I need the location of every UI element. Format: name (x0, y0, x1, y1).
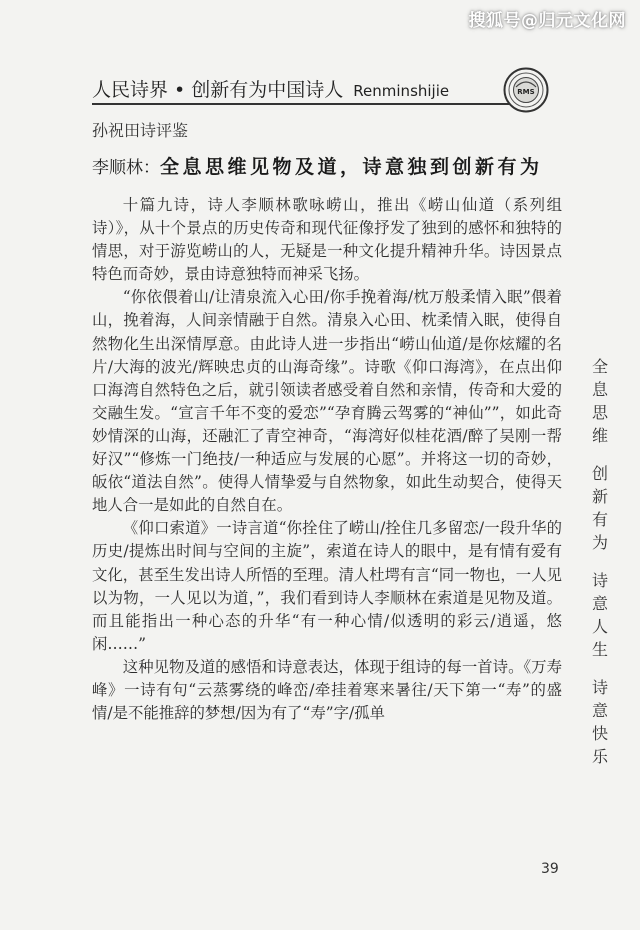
page-number: 39 (541, 861, 559, 877)
magazine-logo-icon (503, 67, 549, 113)
side-char: 乐 (591, 747, 608, 766)
side-char: 新 (591, 487, 608, 506)
side-char: 全 (591, 357, 608, 376)
header-divider (92, 103, 512, 105)
side-char: 息 (591, 380, 608, 399)
paragraph: 《仰口索道》一诗言道“你拴住了崂山/拴住几多留恋/一段升华的历史/提炼出时间与空间的主旋”，索道在诗人的眼中，是有情有爱有文化，甚至生发出诗人所悟的至理。清人杜堮有言“同一物也，一人见以为物，一人见以为道，”，我们看到诗人李顺林在索道是见物及道。而且能指出一种心态的升华“有一种心情/似透明的彩云/逍遥，悠闲……” (92, 519, 562, 653)
side-phrase (592, 569, 608, 661)
side-char: 思 (591, 403, 608, 422)
running-header (92, 75, 535, 102)
paragraph: 十篇九诗，诗人李顺林歌咏崂山，推出《崂山仙道（系列组诗）》，从十个景点的历史传奇和现代征像抒发了独到的感怀和独特的情思，对于游览崂山的人，无疑是一种文化提升精神升华。诗因景点特色而奇妙，景由诗意独特而神采飞扬。 (92, 196, 562, 284)
article-author: 李顺林： (92, 158, 160, 178)
column-subtitle: 孙祝田诗评鉴 (92, 121, 189, 140)
side-char: 诗 (591, 678, 608, 697)
article-title (92, 152, 543, 179)
side-phrase (592, 462, 608, 554)
side-char: 快 (591, 724, 608, 743)
side-char: 有 (591, 510, 608, 529)
article-body (92, 194, 562, 725)
watermark: 搜狐号@归元文化网 (468, 11, 626, 31)
side-char: 创 (591, 464, 608, 483)
side-char: 人 (591, 617, 608, 636)
side-char: 诗 (591, 571, 608, 590)
side-char: 生 (591, 640, 608, 659)
paragraph: “你依偎着山/让清泉流入心田/你手挽着海/枕万般柔情入眠”偎着山，挽着海，人间亲情融于自然。清泉入心田、枕柔情入眠，使得自然物化生出深情厚意。由此诗人进一步指出“崂山仙道/是你炫耀的名片/大海的波光/辉映忠贞的山海奇缘”。诗歌《仰口海湾》，在点出仰口海湾自然特色之后，就引领读者感受着自然和亲情，传奇和大爱的交融生发。“宣言千年不变的爱恋”“孕育腾云驾雾的“神仙””，如此奇妙情深的山海，还融汇了青空神奇，“海湾好似桂花酒/醉了吴刚一帮好汉”“修炼一门绝技/一种适应与发展的心愿”。并将这一切的奇妙，皈依“道法自然”。使得人情挚爱与自然物象，如此生动契合，使得天地人合一是如此的自然自在。 (92, 288, 562, 515)
side-phrase (592, 355, 608, 447)
vertical-side-text (588, 355, 612, 783)
side-phrase (592, 676, 608, 768)
side-char: 维 (591, 426, 608, 445)
article-headline: 全息思维见物及道，诗意独到创新有为 (160, 156, 543, 178)
header-title-pinyin: Renminshijie (353, 82, 450, 100)
side-char: 意 (591, 594, 608, 613)
side-char: 意 (591, 701, 608, 720)
header-title: 人民诗界 • 创新有为中国诗人 (92, 79, 344, 101)
paragraph: 这种见物及道的感悟和诗意表达，体现于组诗的每一首诗。《万寿峰》一诗有句“云蒸雾绕的峰峦/牵挂着寒来暑往/天下第一“寿”的盛情/是不能推辞的梦想/因为有了“寿”字/孤单 (92, 657, 562, 723)
logo-text: RMS (517, 88, 535, 96)
side-char: 为 (591, 533, 608, 552)
